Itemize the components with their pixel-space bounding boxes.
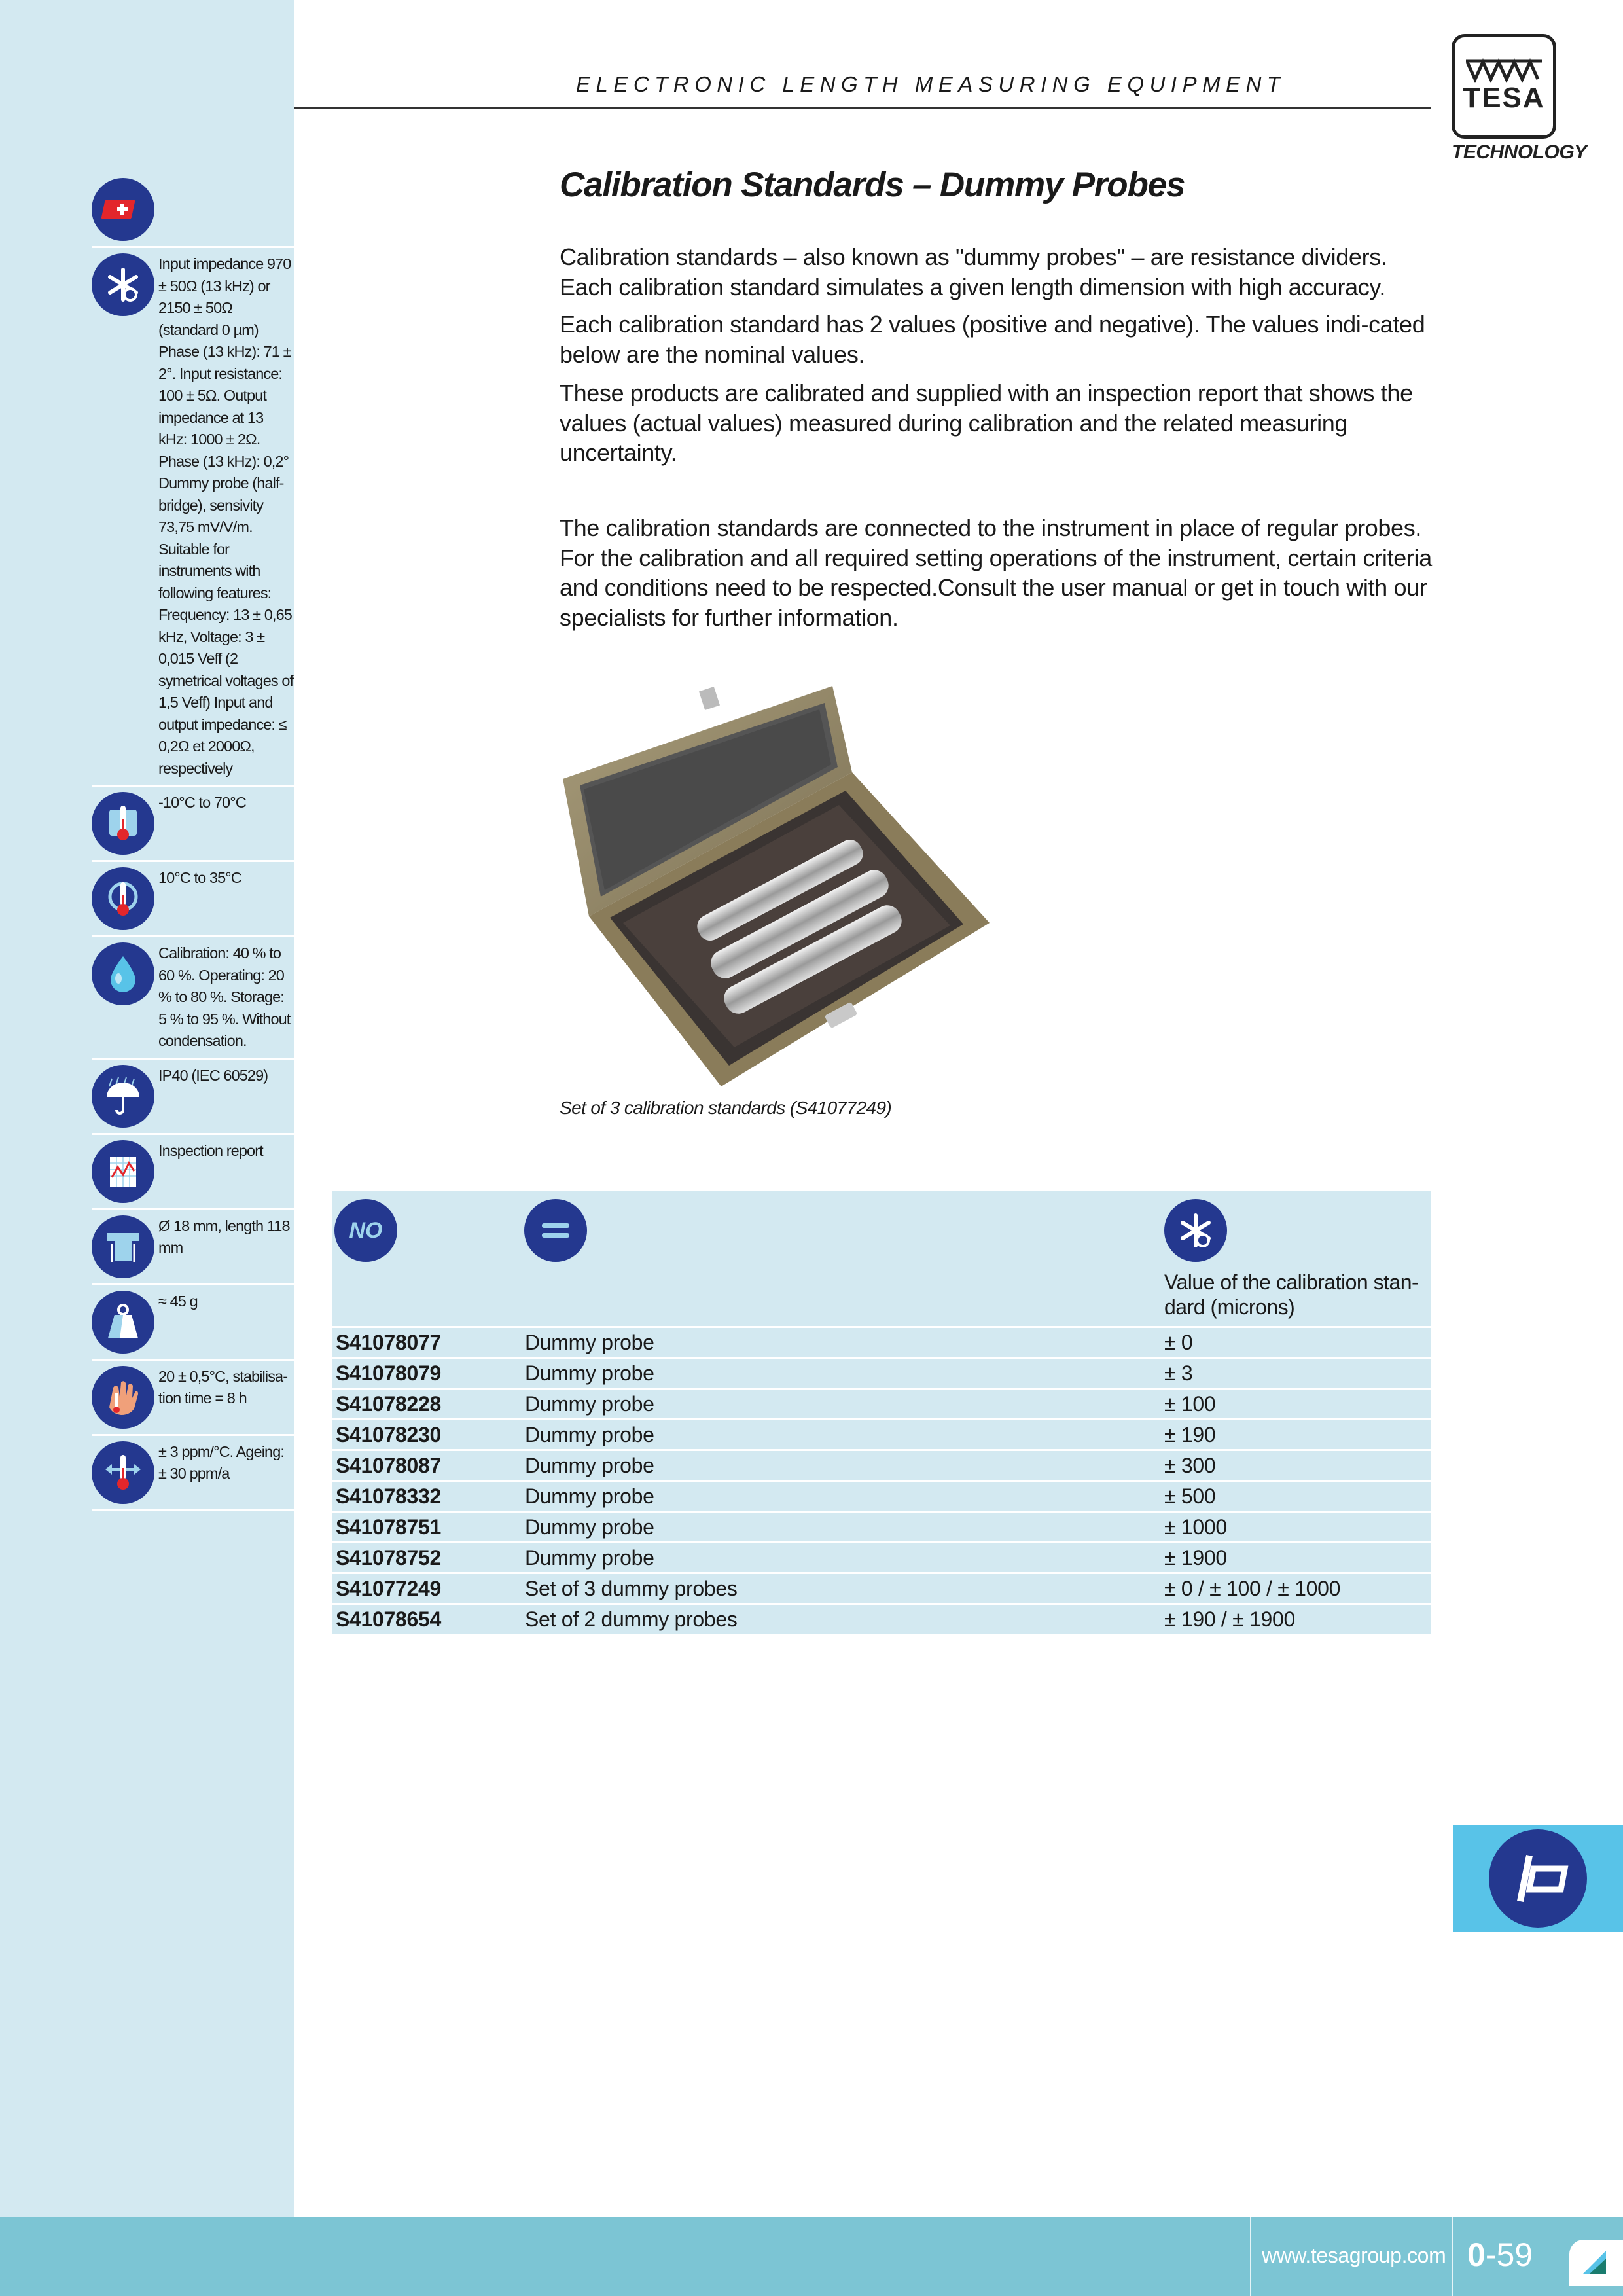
article-description: Set of 2 dummy probes [525, 1607, 738, 1631]
product-table [332, 1191, 1431, 1636]
electrical-spec-icon [92, 253, 154, 316]
spec-text: Inspection report [158, 1141, 263, 1159]
table-row [332, 1359, 1431, 1390]
spec-row-temperature-coefficient [92, 1436, 294, 1511]
calibration-value: ± 0 / ± 100 / ± 1000 [1164, 1577, 1341, 1600]
spec-text: 10°C to 35°C [158, 869, 241, 886]
spec-row-humidity [92, 937, 294, 1060]
spec-row-electrical [92, 248, 294, 787]
hand-temperature-icon [92, 1366, 154, 1429]
spec-text: IP40 (IEC 60529) [158, 1066, 268, 1084]
article-description: Dummy probe [525, 1361, 654, 1385]
article-description: Dummy probe [525, 1454, 654, 1477]
spec-text: Ø 18 mm, length 118 mm [158, 1217, 290, 1256]
article-number: S41078228 [336, 1392, 442, 1416]
article-number: S41078087 [336, 1454, 442, 1477]
calibration-value: ± 0 [1164, 1331, 1193, 1354]
article-description: Dummy probe [525, 1392, 654, 1416]
swiss-flag-icon [92, 178, 154, 241]
spec-row-weight [92, 1285, 294, 1361]
chapter-tab[interactable] [1453, 1825, 1623, 1932]
calibration-value: ± 300 [1164, 1454, 1216, 1477]
intro-paragraph: Calibration standards – also known as "dummy probes" – are resistance dividers. Each calibration standard simulates a given length dimension with high accuracy. [560, 243, 1387, 300]
product-photo [558, 681, 990, 1086]
protection-umbrella-icon [92, 1065, 154, 1128]
table-row [332, 1482, 1431, 1513]
svg-text:NO: NO [349, 1218, 383, 1243]
spec-row-inspection-report [92, 1135, 294, 1210]
connection-paragraph: The calibration standards are connected to the instrument in place of regular probes. For the calibration and all required setting operations of the instrument, certain criteria and conditions need to be respected.Consult the user manual or get in touch with our specialists for further information. [560, 514, 1432, 631]
calibration-value: ± 1000 [1164, 1515, 1227, 1539]
logo-subtext: TECHNOLOGY [1452, 141, 1587, 163]
inspection-paragraph: These products are calibrated and supplied with an inspection report that shows the values (actual values) measured during calibration and the related measuring uncertainty. [560, 380, 1413, 466]
spec-sidebar [0, 0, 294, 2217]
photo-caption: Set of 3 calibration standards (S41077249) [560, 1098, 892, 1118]
calibration-value: ± 190 / ± 1900 [1164, 1607, 1295, 1631]
calibration-value: ± 3 [1164, 1361, 1193, 1385]
calibration-value: ± 500 [1164, 1484, 1216, 1508]
page-number [1467, 2236, 1533, 2274]
inspection-report-icon [92, 1140, 154, 1203]
spec-row-storage-temperature [92, 787, 294, 862]
article-description: Dummy probe [525, 1484, 654, 1508]
calibration-value: ± 1900 [1164, 1546, 1227, 1570]
article-description: Dummy probe [525, 1423, 654, 1446]
electrical-spec-icon [1164, 1199, 1227, 1262]
table-row [332, 1420, 1431, 1451]
calibration-value: ± 100 [1164, 1392, 1216, 1416]
spec-row-swiss-made [92, 173, 294, 248]
value-column-header: Value of the calibration stan-dard (microns) [1164, 1270, 1419, 1319]
page-index: -59 [1485, 2236, 1533, 2273]
spec-text: 20 ± 0,5°C, stabilisa-tion time = 8 h [158, 1367, 288, 1407]
spec-text: Input impedance 970 ± 50Ω (13 kHz) or 2150 ± 50Ω (standard 0 µm) Phase (13 kHz): 71 ± 2°. Input resistance: 100 ± 5Ω. Output impedance at 13 kHz: 1000 ± 2Ω. Phase (13 kHz): 0,2° Dummy probe (half-bridge), sensivity 73,75 mV/V/m. Suitable for instruments with following features: Frequency: 13 ± 0,65 kHz, Voltage: 3 ± 0,015 Veff (2 symetrical voltages of 1,5 Veff) Input and output impedance: ≤ 0,2Ω et 2000Ω, respectively [158, 255, 294, 777]
spec-row-stabilisation [92, 1361, 294, 1436]
spec-row-operating-temperature [92, 862, 294, 937]
table-row [332, 1451, 1431, 1482]
article-number: S41078752 [336, 1546, 442, 1570]
article-number: S41078077 [336, 1331, 442, 1354]
table-row [332, 1513, 1431, 1543]
page-section: 0 [1467, 2236, 1486, 2273]
tesa-logo [1452, 34, 1587, 175]
table-header [332, 1191, 1431, 1328]
article-number: S41078230 [336, 1423, 442, 1446]
values-paragraph: Each calibration standard has 2 values (positive and negative). The values indi-cated below are the nominal values. [560, 311, 1425, 368]
spec-text: -10°C to 70°C [158, 794, 246, 811]
footer-website-link[interactable]: www.tesagroup.com [1262, 2244, 1446, 2267]
logo-wordmark: TESA [1463, 82, 1545, 114]
probe-gauge-icon [1489, 1829, 1587, 1928]
table-row [332, 1328, 1431, 1359]
dimensions-icon [92, 1215, 154, 1278]
spec-text: ± 3 ppm/°C. Ageing: ± 30 ppm/a [158, 1443, 285, 1482]
spec-row-dimensions [92, 1210, 294, 1285]
spec-text: Calibration: 40 % to 60 %. Operating: 20 % to 80 %. Storage: 5 % to 95 %. Without condensation. [158, 944, 291, 1049]
spec-text: ≈ 45 g [158, 1292, 198, 1310]
article-description: Dummy probe [525, 1515, 654, 1539]
spec-row-protection [92, 1060, 294, 1135]
table-row [332, 1574, 1431, 1605]
calibration-value: ± 190 [1164, 1423, 1216, 1446]
footer-divider [1452, 2217, 1453, 2296]
article-number: S41077249 [336, 1577, 442, 1600]
article-description: Set of 3 dummy probes [525, 1577, 738, 1600]
page-footer [0, 2217, 1623, 2296]
article-number: S41078654 [336, 1607, 442, 1631]
article-number: S41078079 [336, 1361, 442, 1385]
tesa-logo-icon [1465, 58, 1543, 84]
section-header-title: ELECTRONIC LENGTH MEASURING EQUIPMENT [576, 72, 1286, 96]
footer-brand-icon [1569, 2240, 1623, 2286]
spec-list [92, 173, 294, 1511]
humidity-icon [92, 942, 154, 1005]
table-row [332, 1605, 1431, 1636]
footer-divider [1250, 2217, 1251, 2296]
number-icon [334, 1199, 397, 1262]
header-divider [294, 107, 1431, 109]
tesa-logo-mark [1452, 34, 1556, 139]
article-description: Dummy probe [525, 1331, 654, 1354]
table-row [332, 1390, 1431, 1420]
weight-icon [92, 1291, 154, 1354]
article-number: S41078751 [336, 1515, 442, 1539]
article-description: Dummy probe [525, 1546, 654, 1570]
article-number: S41078332 [336, 1484, 442, 1508]
operating-temperature-icon [92, 867, 154, 930]
equals-icon [524, 1199, 587, 1262]
storage-temperature-icon [92, 792, 154, 855]
page-title: Calibration Standards – Dummy Probes [560, 166, 1185, 204]
temperature-coefficient-icon [92, 1441, 154, 1504]
table-row [332, 1543, 1431, 1574]
